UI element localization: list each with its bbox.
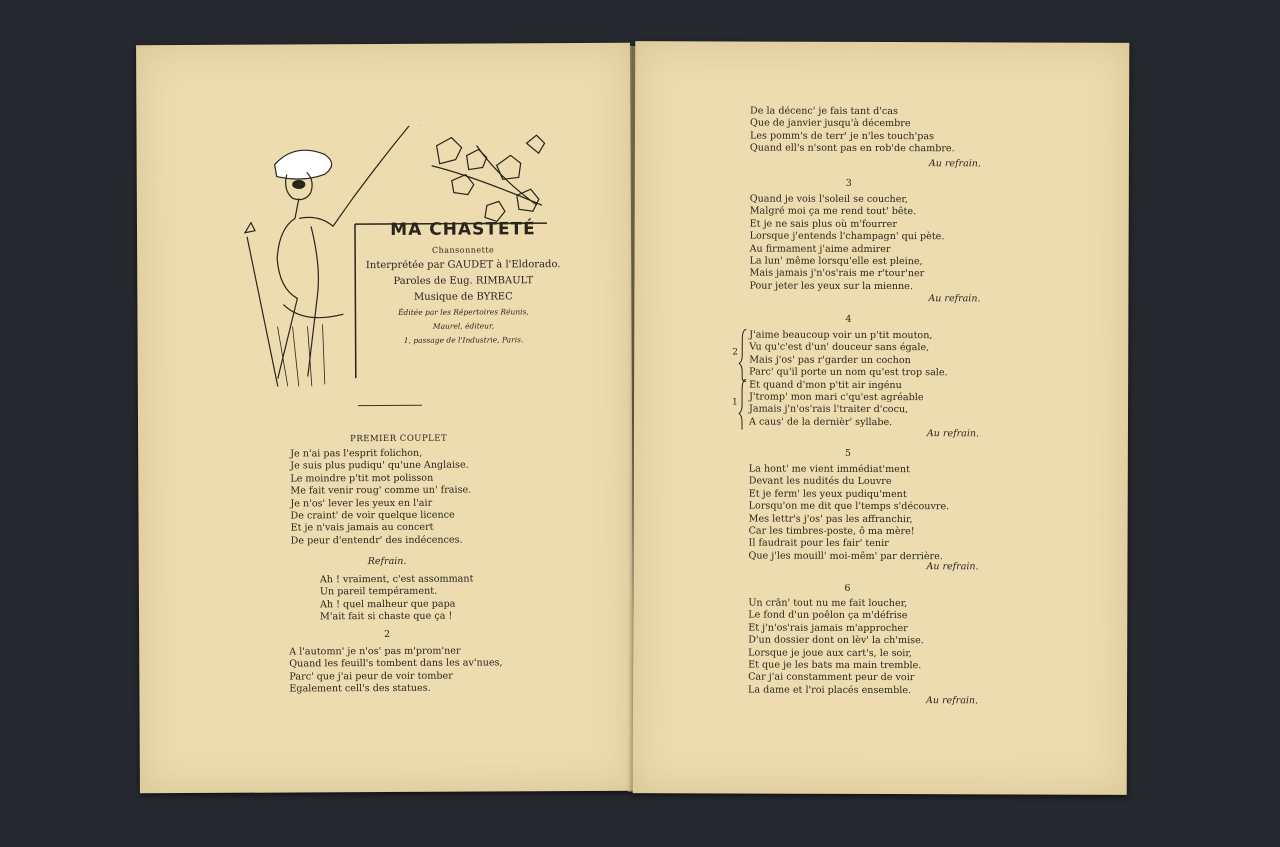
verse-line: Et que je les bats ma main tremble. xyxy=(748,659,922,672)
couplet1-heading: PREMIER COUPLET xyxy=(350,433,448,445)
verse-line: Au firmament j'aime admirer xyxy=(749,243,891,255)
verse-line: A caus' de la dernièr' syllabe. xyxy=(748,416,893,428)
verse-line: Parc' qu'il porte un nom qu'est trop sale. xyxy=(749,366,948,379)
couplet3-number: 3 xyxy=(845,177,852,189)
publisher-line-3: 1, passage de l'Industrie, Paris. xyxy=(403,335,524,345)
couplet2-verse xyxy=(289,645,502,696)
refrain-ref-3: Au refrain. xyxy=(926,428,980,440)
verse-line: La dame et l'roi placés ensemble. xyxy=(748,684,912,696)
verse-line: Pour jeter les yeux sur la mienne. xyxy=(749,280,913,292)
verse-line: Quand ell's n'sont pas en rob'de chambre. xyxy=(749,142,955,155)
verse-line: Mais j'os' pas r'garder un cochon xyxy=(749,354,911,366)
publisher-line-1: Éditée par les Répertoires Réunis, xyxy=(398,307,529,317)
couplet5-number: 5 xyxy=(844,447,851,459)
verse-line: Quand les feuill's tombent dans les av'nues, xyxy=(289,657,503,670)
divider-rule xyxy=(358,405,422,406)
couplet4-number: 4 xyxy=(845,313,852,325)
verse-line: Et j'n'os'rais jamais m'approcher xyxy=(748,622,908,634)
interpreter-line: Interprétée par GAUDET à l'Eldorado. xyxy=(365,259,561,272)
verse-line: Vu qu'c'est d'un' douceur sans égale, xyxy=(749,341,930,354)
verse-line: Mes lettr's j'os' pas les affranchir, xyxy=(748,513,913,525)
verse-line: Je suis plus pudiqu' qu'une Anglaise. xyxy=(290,459,469,472)
couplet1-verse xyxy=(290,448,471,548)
verse-line: M'ait fait si chaste que ça ! xyxy=(320,610,453,623)
verse-line: Ah ! vraiment, c'est assommant xyxy=(319,573,474,586)
verse-line: Car j'ai constamment peur de voir xyxy=(748,671,915,684)
refrain-ref-2: Au refrain. xyxy=(928,293,981,305)
verse-line: Et quand d'mon p'tit air ingénu xyxy=(749,379,902,391)
refrain-label: Refrain. xyxy=(367,555,407,568)
verse-line: Car les timbres-poste, ô ma mère! xyxy=(748,525,915,538)
verse-line: J'aime beaucoup voir un p'tit mouton, xyxy=(749,329,933,342)
verse-line: Et je ferm' les yeux pudiqu'ment xyxy=(748,488,907,500)
verse-line: La hont' me vient immédiat'ment xyxy=(748,463,910,476)
verse-line: Malgré moi ça me rend tout' bête. xyxy=(749,205,917,218)
verse-line: Quand je vois l'soleil se coucher, xyxy=(749,193,908,206)
music-credit: Musique de BYREC xyxy=(413,291,513,303)
lyrics-credit: Paroles de Eug. RIMBAULT xyxy=(393,275,534,287)
verse-line: Je n'ai pas l'esprit folichon, xyxy=(290,447,423,460)
verse-line: D'un dossier dont on lèv' la ch'mise. xyxy=(748,634,924,647)
couplet4-brace-label-a: 2 xyxy=(732,347,738,358)
verse-line: Que de janvier jusqu'à décembre xyxy=(750,117,911,130)
couplet2-cont-verse xyxy=(750,106,955,156)
verse-line: Egalement cell's des statues. xyxy=(289,682,431,695)
verse-line: La lun' même lorsqu'elle est pleine, xyxy=(749,255,923,268)
verse-line: Jamais j'n'os'rais l'traiter d'cocu, xyxy=(749,403,909,416)
couplet3-verse xyxy=(749,194,944,294)
verse-line: De la décenc' je fais tant d'cas xyxy=(750,105,898,118)
verse-line: Que j'les mouill' moi-mêm' par derrière. xyxy=(748,550,943,563)
song-title: MA CHASTETÉ xyxy=(390,219,536,240)
verse-line: Et je ne sais plus où m'fourrer xyxy=(749,218,897,230)
verse-line: Le moindre p'tit mot polisson xyxy=(290,472,434,485)
verse-line: De craint' de voir quelque licence xyxy=(290,509,455,522)
couplet6-number: 6 xyxy=(844,582,851,594)
verse-line: Me fait venir roug' comme un' fraise. xyxy=(290,484,472,497)
verse-line: Je n'os' lever les yeux en l'air xyxy=(290,497,433,510)
verse-line: Lorsqu'on me dit que l'temps s'découvre. xyxy=(748,500,950,513)
right-page xyxy=(633,41,1130,795)
left-page xyxy=(136,43,634,794)
verse-line: Mais jamais j'n'os'rais me r'tour'ner xyxy=(749,267,925,280)
couplet6-verse xyxy=(748,598,924,698)
verse-line: A l'automn' je n'os' pas m'prom'ner xyxy=(289,645,461,658)
publisher-line-2: Maurel, éditeur, xyxy=(432,321,495,331)
verse-line: Ah ! quel malheur que papa xyxy=(319,598,456,611)
refrain-ref-5: Au refrain. xyxy=(925,695,979,707)
couplet4-brace-label-b: 1 xyxy=(732,397,738,408)
song-subtitle: Chansonnette xyxy=(431,245,495,255)
verse-line: Un pareil tempérament. xyxy=(319,586,438,598)
verse-line: De peur d'entendr' des indécences. xyxy=(290,534,463,547)
verse-line: Le fond d'un poêlon ça m'défrise xyxy=(748,609,908,622)
couplet2-number: 2 xyxy=(384,628,391,641)
verse-line: Il faudrait pour les fair' tenir xyxy=(748,537,889,550)
verse-line: Et je n'vais jamais au concert xyxy=(290,522,434,534)
couplet5-verse xyxy=(748,464,949,564)
verse-line: Parc' que j'ai peur de voir tomber xyxy=(289,670,453,683)
verse-line: J'tromp' mon mari c'qu'est agréable xyxy=(749,391,924,404)
refrain-ref-1: Au refrain. xyxy=(928,158,981,170)
verse-line: Un crân' tout nu me fait loucher, xyxy=(748,597,908,610)
title-block xyxy=(351,219,576,345)
couplet4-verse xyxy=(749,330,948,430)
refrain-verse xyxy=(320,574,474,624)
verse-line: Lorsque j'entends l'champagn' qui pète. xyxy=(749,230,945,243)
refrain-ref-4: Au refrain. xyxy=(926,561,979,573)
couplet4-braces xyxy=(738,328,748,430)
verse-line: Les pomm's de terr' je n'les touch'pas xyxy=(749,130,935,142)
verse-line: Lorsque je joue aux cart's, le soir, xyxy=(748,647,912,659)
verse-line: Devant les nudités du Louvre xyxy=(748,475,892,488)
